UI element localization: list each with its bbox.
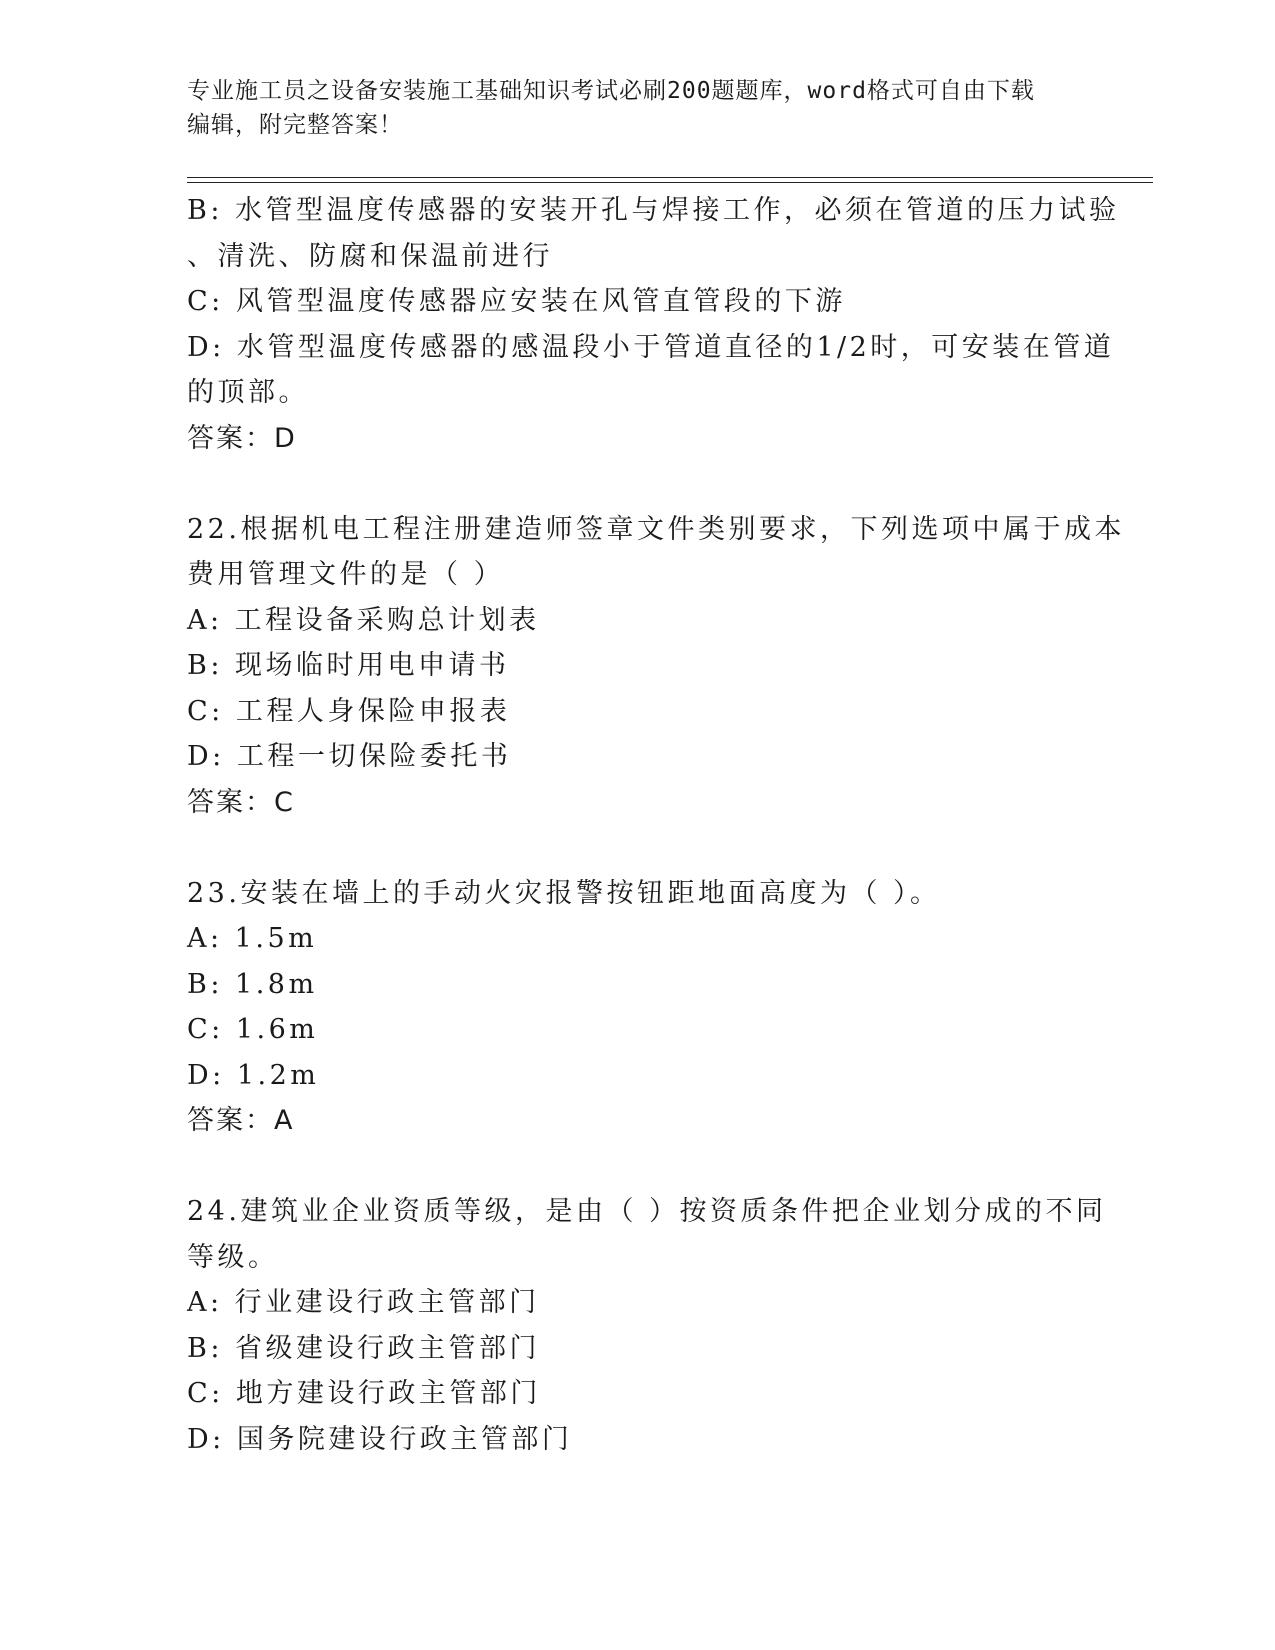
header-divider-top xyxy=(187,177,1153,178)
q21-option-b-line-1: B: 水管型温度传感器的安装开孔与焊接工作，必须在管道的压力试验 xyxy=(187,195,1120,226)
q22-option-b: B: 现场临时用电申请书 xyxy=(187,650,510,681)
q21-option-c: C: 风管型温度传感器应安装在风管直管段的下游 xyxy=(187,286,846,317)
q24-option-d: D: 国务院建设行政主管部门 xyxy=(187,1423,573,1455)
q24-stem-line-1: 24.建筑业企业资质等级，是由（ ）按资质条件把企业划分成的不同 xyxy=(187,1196,1107,1227)
document-header xyxy=(187,74,1087,142)
q22-stem-line-1: 22.根据机电工程注册建造师签章文件类别要求，下列选项中属于成本 xyxy=(187,513,1125,545)
q24-stem-line-2: 等级。 xyxy=(187,1241,279,1273)
q23-option-c: C: 1.6m xyxy=(187,1014,319,1045)
header-title-line-2: 编辑，附完整答案！ xyxy=(187,112,403,138)
q22-option-a: A: 工程设备采购总计划表 xyxy=(187,604,540,636)
q22-answer: 答案：C xyxy=(187,786,295,818)
q23-option-d: D: 1.2m xyxy=(187,1059,320,1091)
spacer xyxy=(187,462,1087,507)
q23-option-a: A: 1.5m xyxy=(187,923,318,954)
q22-option-c: C: 工程人身保险申报表 xyxy=(187,695,511,727)
q24-option-c: C: 地方建设行政主管部门 xyxy=(187,1378,541,1409)
header-divider-bottom xyxy=(187,182,1153,183)
question-21 xyxy=(187,188,1120,462)
q23-answer: 答案：A xyxy=(187,1105,295,1136)
spacer xyxy=(187,1144,1087,1189)
q22-stem-line-2: 费用管理文件的是（ ） xyxy=(187,559,505,590)
q24-option-b: B: 省级建设行政主管部门 xyxy=(187,1332,541,1364)
q21-option-b-line-2: 、清洗、防腐和保温前进行 xyxy=(187,240,553,272)
q21-option-d-line-1: D: 水管型温度传感器的感温段小于管道直径的1/2时，可安装在管道 xyxy=(187,331,1115,363)
q22-option-d: D: 工程一切保险委托书 xyxy=(187,741,512,772)
q21-answer: 答案：D xyxy=(187,422,297,454)
question-24 xyxy=(187,1189,1107,1462)
header-title-line-1: 专业施工员之设备安装施工基础知识考试必刷200题题库，word格式可自由下载 xyxy=(187,78,1035,104)
spacer xyxy=(187,826,1087,871)
q24-option-a: A: 行业建设行政主管部门 xyxy=(187,1287,540,1318)
question-23 xyxy=(187,871,1087,1145)
q23-option-b: B: 1.8m xyxy=(187,968,318,1000)
q23-stem: 23.安装在墙上的手动火灾报警按钮距地面高度为（ ）。 xyxy=(187,877,941,909)
question-list xyxy=(187,188,1125,1462)
q21-option-d-line-2: 的顶部。 xyxy=(187,377,309,408)
question-22 xyxy=(187,507,1125,826)
